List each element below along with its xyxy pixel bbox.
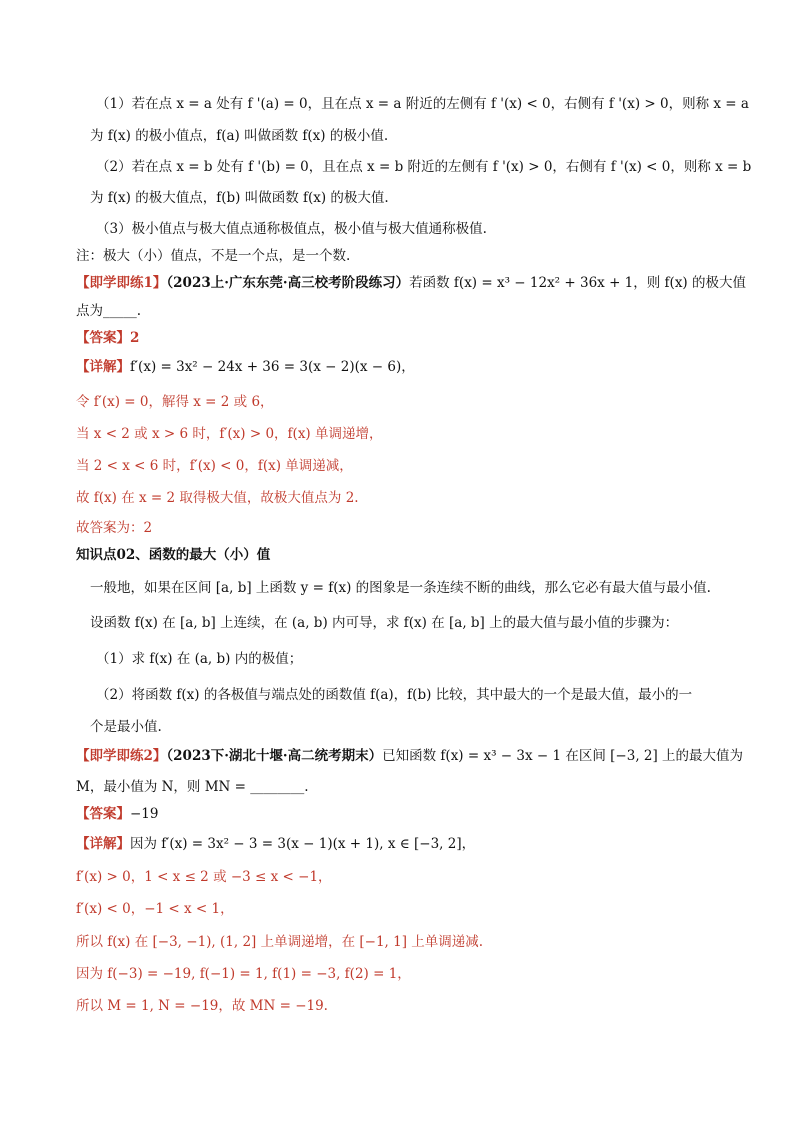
exercise-1-detail-line-4: 当 2 < x < 6 时，f′(x) < 0，f(x) 单调递减， <box>76 458 353 474</box>
exercise-1-answer <box>76 328 139 348</box>
exercise-1-question-line-1 <box>76 273 746 293</box>
exercise-2-detail-line-5: 因为 f(−3) = −19, f(−1) = 1, f(1) = −3, f(2) = 1， <box>76 966 411 982</box>
exercise-2-question: 已知函数 f(x) = x³ − 3x − 1 在区间 [−3, 2] 上的最大值为 <box>382 748 744 764</box>
exercise-2-question-line-2: M，最小值为 N，则 MN = ________. <box>76 779 309 795</box>
exercise-2-source: （2023下·湖北十堰·高二统考期末） <box>166 748 383 764</box>
exercise-2-detail-line-4: 所以 f(x) 在 [−3, −1), (1, 2] 上单调递增，在 [−1, 1] 上单调递减. <box>76 934 484 950</box>
exercise-2-detail-line-6: 所以 M = 1, N = −19，故 MN = −19. <box>76 998 328 1014</box>
detail-text: 因为 f′(x) = 3x² − 3 = 3(x − 1)(x + 1), x ∈ [−3, 2]， <box>130 836 476 852</box>
knowledge-point-title: 知识点02、函数的最大（小）值 <box>76 547 271 563</box>
exercise-1-tag: 【即学即练1】 <box>76 275 167 291</box>
exercise-1-source: （2023上·广东东莞·高三校考阶段练习） <box>166 275 410 291</box>
exercise-2-tag: 【即学即练2】 <box>76 748 167 764</box>
answer-value: 2 <box>130 330 140 346</box>
exercise-1-detail-line-1 <box>76 357 415 377</box>
exercise-1-detail-line-5: 故 f(x) 在 x = 2 取得极大值，故极大值点为 2. <box>76 490 359 506</box>
answer-tag: 【答案】 <box>76 806 130 822</box>
knowledge-point-step-2-line-2: 个是最小值. <box>90 719 162 735</box>
def-item-2-line-2: 为 f(x) 的极大值点，f(b) 叫做函数 f(x) 的极大值. <box>90 190 389 206</box>
exercise-1-question: 若函数 f(x) = x³ − 12x² + 36x + 1，则 f(x) 的极大值 <box>409 275 746 291</box>
exercise-1-detail-line-3: 当 x < 2 或 x > 6 时，f′(x) > 0，f(x) 单调递增， <box>76 426 383 442</box>
exercise-2-question-line-1 <box>76 746 743 766</box>
exercise-2-answer <box>76 804 159 824</box>
knowledge-point-sentence-1: 一般地，如果在区间 [a, b] 上函数 y = f(x) 的图象是一条连续不断的曲线，那么它必有最大值与最小值. <box>90 580 711 596</box>
exercise-2-detail-line-2: f′(x) > 0，1 < x ≤ 2 或 −3 ≤ x < −1， <box>76 869 332 885</box>
detail-tag: 【详解】 <box>76 359 130 375</box>
def-item-2-line-1: （2）若在点 x = b 处有 f '(b) = 0，且在点 x = b 附近的左侧有 f '(x) > 0，右侧有 f '(x) < 0，则称 x = b <box>96 159 752 175</box>
def-item-1-line-2: 为 f(x) 的极小值点，f(a) 叫做函数 f(x) 的极小值. <box>90 128 389 144</box>
exercise-2-detail-line-1 <box>76 834 475 854</box>
detail-tag: 【详解】 <box>76 836 130 852</box>
knowledge-point-sentence-2: 设函数 f(x) 在 [a, b] 上连续，在 (a, b) 内可导，求 f(x) 在 [a, b] 上的最大值与最小值的步骤为： <box>90 615 679 631</box>
exercise-1-final-answer: 故答案为：2 <box>76 520 153 536</box>
def-note: 注：极大（小）值点，不是一个点，是一个数. <box>76 248 351 264</box>
knowledge-point-step-2-line-1: （2）将函数 f(x) 的各极值与端点处的函数值 f(a)，f(b) 比较，其中最大的一个是最大值，最小的一 <box>96 687 693 703</box>
exercise-2-detail-line-3: f′(x) < 0，−1 < x < 1， <box>76 901 234 917</box>
exercise-1-question-line-2: 点为_____. <box>76 303 142 319</box>
knowledge-point-step-1: （1）求 f(x) 在 (a, b) 内的极值； <box>96 651 303 667</box>
exercise-1-detail-line-2: 令 f′(x) = 0，解得 x = 2 或 6， <box>76 394 274 410</box>
answer-tag: 【答案】 <box>76 330 130 346</box>
detail-text: f′(x) = 3x² − 24x + 36 = 3(x − 2)(x − 6)， <box>130 359 415 375</box>
answer-value: −19 <box>130 806 159 822</box>
def-item-3: （3）极小值点与极大值点通称极值点，极小值与极大值通称极值. <box>96 221 487 237</box>
def-item-1-line-1: （1）若在点 x = a 处有 f '(a) = 0，且在点 x = a 附近的左侧有 f '(x) < 0，右侧有 f '(x) > 0，则称 x = a <box>96 96 749 112</box>
